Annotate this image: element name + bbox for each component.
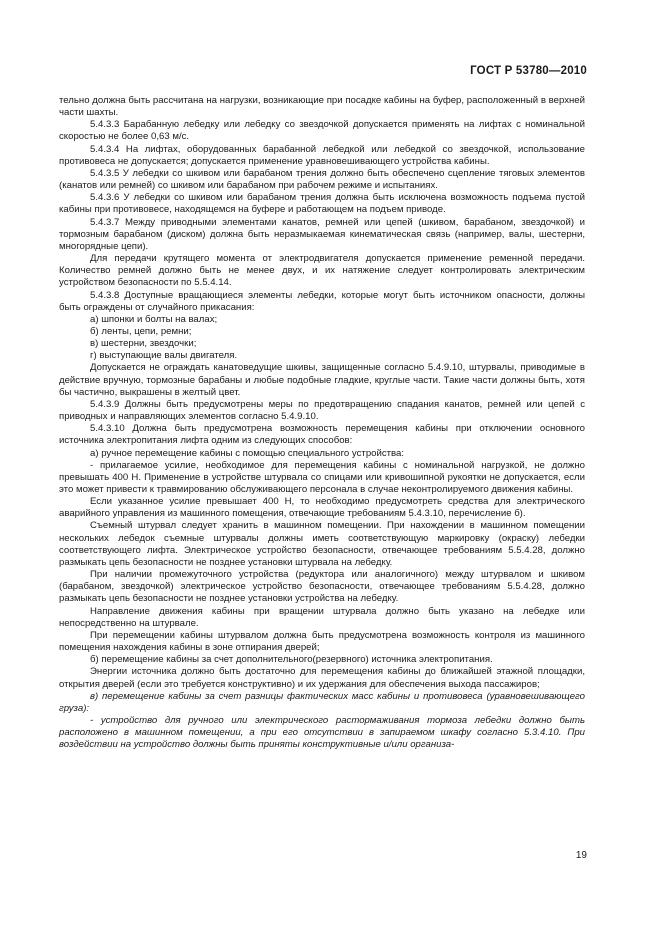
paragraph: Допускается не ограждать канатоведущие шкивы, защищенные согласно 5.4.9.10, штурвалы, приводимые в действие вручную, тормозные барабаны и любые подобные гладкие, круглые части. Такие части должны быть, хотя бы частично, выкрашены в желтый цвет. [59,362,585,398]
paragraph: тельно должна быть рассчитана на нагрузки, возникающие при посадке кабины на буфер, расположенный в верхней части шахты. [59,95,585,119]
paragraph: Направление движения кабины при вращении штурвала должно быть указано на лебедке или непосредственно на штурвале. [59,605,585,629]
paragraph: 5.4.3.3 Барабанную лебедку или лебедку со звездочкой допускается применять на лифтах с номинальной скоростью не более 0,63 м/с. [59,119,585,143]
paragraph: Съемный штурвал следует хранить в машинном помещении. При нахождении в машинном помещении нескольких лебедок съемные штурвалы должны иметь соответствующую маркировку (окраску) лебедки соответствующего лифта. Электрическое устройство безопасности, отвечающее требованиям 5.5.4.28, должно размыкать цепь безопасности не позднее установки штурвала на лебедку. [59,520,585,568]
page-number: 19 [575,850,587,861]
paragraph: Для передачи крутящего момента от электродвигателя допускается применение ременной передачи. Количество ремней должно быть не менее двух, и их натяжение следует контролировать электрическим устройством безопасности по 5.5.4.14. [59,253,585,289]
paragraph: - устройство для ручного или электрического растормаживания тормоза лебедки должно быть расположено в машинном помещении, а при его отсутствии в запираемом шкафу согласно 5.3.4.10. При воздействии на устройство должны быть приняты конструктивные и/или организа- [59,714,585,751]
paragraph: 5.4.3.4 На лифтах, оборудованных барабанной лебедкой или лебедкой со звездочкой, использование противовеса не допускается; допускается применение уравновешивающего устройства кабины. [59,143,585,167]
paragraph: 5.4.3.8 Доступные вращающиеся элементы лебедки, которые могут быть источником опасности, должны быть ограждены от случайного прикасания: [59,289,585,313]
paragraph: в) перемещение кабины за счет разницы фактических масс кабины и противовеса (уравновешивающего груза): [59,690,585,714]
paragraph: Если указанное усилие превышает 400 Н, то необходимо предусмотреть средства для электрического аварийного управления из машинного помещения, отвечающие требованиям 5.4.3.10, перечисление б). [59,496,585,520]
paragraph: - прилагаемое усилие, необходимое для перемещения кабины с номинальной нагрузкой, не должно превышать 400 Н. Применение в устройстве штурвала со спицами или кривошипной рукоятки не допускается, если это может привести к травмированию обслуживающего персонала в случае неконтролируемого движения кабины. [59,459,585,495]
paragraph: г) выступающие валы двигателя. [90,350,238,362]
document-body [59,95,585,751]
paragraph: При наличии промежуточного устройства (редуктора или аналогичного) между штурвалом и шкивом (барабаном, звездочкой) электрическое устройство безопасности, отвечающее требованиям 5.5.4.28, должно размыкать цепь безопасности не позднее установки устройства на лебедку. [59,569,585,605]
paragraph: Энергии источника должно быть достаточно для перемещения кабины до ближайшей этажной площадки, открытия дверей (если это требуется конструктивно) и их удержания для обеспечения выхода пассажиров; [59,666,585,690]
paragraph: б) перемещение кабины за счет дополнительного(резервного) источника электропитания. [90,654,493,666]
paragraph: 5.4.3.6 У лебедки со шкивом или барабаном трения должна быть исключена возможность подъема пустой кабины при противовесе, находящемся на буфере и работающем на подъем приводе. [59,192,585,216]
paragraph: При перемещении кабины штурвалом должна быть предусмотрена возможность контроля из машинного помещения нахождения кабины в зоне отпирания дверей; [59,629,585,654]
standard-header: ГОСТ Р 53780—2010 [470,65,587,77]
paragraph: а) ручное перемещение кабины с помощью специального устройства: [90,447,405,459]
paragraph: 5.4.3.5 У лебедки со шкивом или барабаном трения должно быть обеспечено сцепление тяговых элементов (канатов или ремней) со шкивом или барабаном при рабочем режиме и испытаниях. [59,167,585,192]
paragraph: в) шестерни, звездочки; [90,338,197,350]
paragraph: 5.4.3.7 Между приводными элементами канатов, ремней или цепей (шкивом, барабаном, звездочкой) и тормозным барабаном (диском) должна быть неразмыкаемая кинематическая связь (например, валы, шестерни, многорядные цепи). [59,216,585,252]
paragraph: 5.4.3.10 Должна быть предусмотрена возможность перемещения кабины при отключении основного источника электропитания лифта одним из следующих способов: [59,423,585,447]
paragraph: б) ленты, цепи, ремни; [90,325,192,337]
paragraph: 5.4.3.9 Должны быть предусмотрены меры по предотвращению спадания канатов, ремней или цепей с приводных и направляющих элементов согласно 5.4.9.10. [59,398,585,423]
paragraph: а) шпонки и болты на валах; [90,313,218,325]
